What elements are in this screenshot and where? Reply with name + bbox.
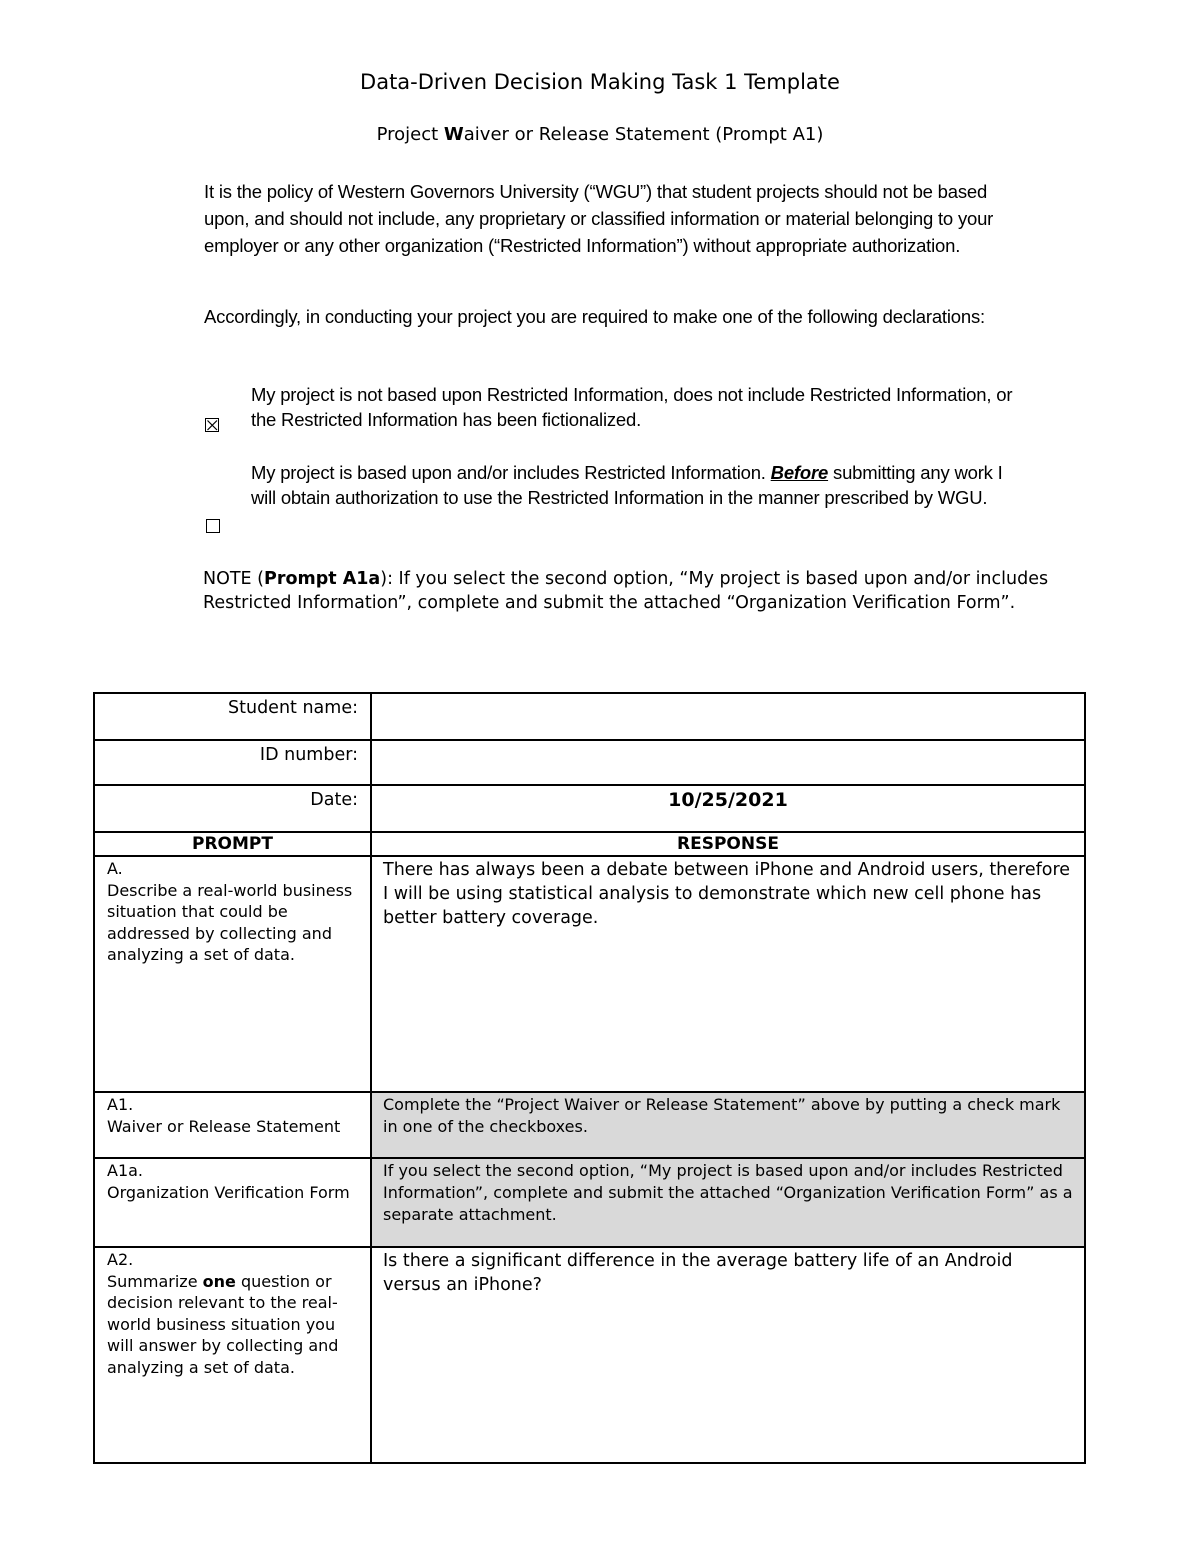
table-row bbox=[94, 856, 1085, 1092]
option-restricted-checkbox[interactable] bbox=[206, 519, 220, 533]
student-name-field[interactable] bbox=[371, 693, 1085, 740]
note-bold: Prompt A1a bbox=[264, 569, 381, 589]
prompt-code: A. bbox=[107, 859, 123, 878]
section-title-rest: aiver or Release Statement (Prompt A1) bbox=[463, 124, 824, 145]
option-not-restricted-text: My project is not based upon Restricted Information, does not include Restricted Information, or the Restricted Information has been fictionalized. bbox=[251, 384, 1013, 430]
prompt-cell-a1 bbox=[94, 1092, 371, 1158]
page-title: Data-Driven Decision Making Task 1 Template bbox=[360, 70, 840, 94]
prompt-code: A1a. bbox=[107, 1161, 144, 1180]
option-restricted-text-after: submitting any work I will obtain authorization to use the Restricted Information in the manner prescribed by WGU. bbox=[251, 462, 1003, 508]
prompt-code: A1. bbox=[107, 1095, 134, 1114]
date-field[interactable]: 10/25/2021 bbox=[371, 785, 1085, 832]
date-row bbox=[94, 785, 1085, 832]
section-title bbox=[0, 124, 1200, 145]
section-title-prefix: Project bbox=[376, 124, 444, 145]
note-paragraph bbox=[203, 567, 1093, 615]
declaration-instructions: Accordingly, in conducting your project you are required to make one of the following declarations: bbox=[204, 306, 985, 327]
student-name-label: Student name: bbox=[94, 693, 371, 740]
table-row bbox=[94, 1158, 1085, 1247]
prompt-cell-a1a bbox=[94, 1158, 371, 1247]
id-number-label: ID number: bbox=[94, 740, 371, 785]
prompt-text: Describe a real-world business situation that could be addressed by collecting and analyzing a set of data. bbox=[107, 880, 353, 964]
option-not-restricted-checkbox[interactable] bbox=[205, 418, 219, 432]
response-column-header: RESPONSE bbox=[371, 832, 1085, 856]
prompt-text: Organization Verification Form bbox=[107, 1182, 350, 1202]
response-cell-a[interactable]: There has always been a debate between iPhone and Android users, therefore I will be using statistical analysis to demonstrate which new cell phone has better battery coverage. bbox=[371, 856, 1085, 1092]
prompt-column-header: PROMPT bbox=[94, 832, 371, 856]
prompt-text: Waiver or Release Statement bbox=[107, 1116, 341, 1136]
prompt-text-rest: question or decision relevant to the real-world business situation you will answer by collecting and analyzing a set of data. bbox=[107, 1271, 339, 1377]
table-row bbox=[94, 1092, 1085, 1158]
before-emphasis: Before bbox=[770, 462, 829, 483]
id-number-field[interactable] bbox=[371, 740, 1085, 785]
note-prefix: NOTE ( bbox=[203, 569, 265, 589]
response-cell-a1: Complete the “Project Waiver or Release Statement” above by putting a check mark in one of the checkboxes. bbox=[371, 1092, 1085, 1158]
table-row bbox=[94, 1247, 1085, 1463]
note-rest: ): If you select the second option, “My project is based upon and/or includes Restricted Information”, complete and submit the attached “Organization Verification Form”. bbox=[203, 569, 1049, 613]
checked-x-icon bbox=[206, 419, 220, 433]
response-cell-a2[interactable]: Is there a significant difference in the average battery life of an Android versus an iPhone? bbox=[371, 1247, 1085, 1463]
prompt-cell-a bbox=[94, 856, 371, 1092]
response-cell-a1a: If you select the second option, “My project is based upon and/or includes Restricted Information”, complete and submit the attached “Organization Verification Form” as a separate attachment. bbox=[371, 1158, 1085, 1247]
prompt-text-prefix: Summarize bbox=[107, 1271, 203, 1291]
option-restricted-text bbox=[251, 461, 1031, 510]
submission-table bbox=[93, 692, 1086, 1464]
prompt-cell-a2 bbox=[94, 1247, 371, 1463]
prompt-text-bold: one bbox=[202, 1271, 236, 1291]
prompt-code: A2. bbox=[107, 1250, 134, 1269]
policy-paragraph: It is the policy of Western Governors University (“WGU”) that student projects should not be based upon, and should not include, any proprietary or classified information or material belonging to your employer or any other organization (“Restricted Information”) without appropriate authorization. bbox=[204, 181, 994, 256]
option-restricted-text-before: My project is based upon and/or includes Restricted Information. bbox=[251, 462, 771, 483]
student-name-row bbox=[94, 693, 1085, 740]
date-label: Date: bbox=[94, 785, 371, 832]
section-title-bold: W bbox=[443, 124, 464, 145]
table-header-row bbox=[94, 832, 1085, 856]
id-number-row bbox=[94, 740, 1085, 785]
prompt-text bbox=[107, 1271, 364, 1379]
